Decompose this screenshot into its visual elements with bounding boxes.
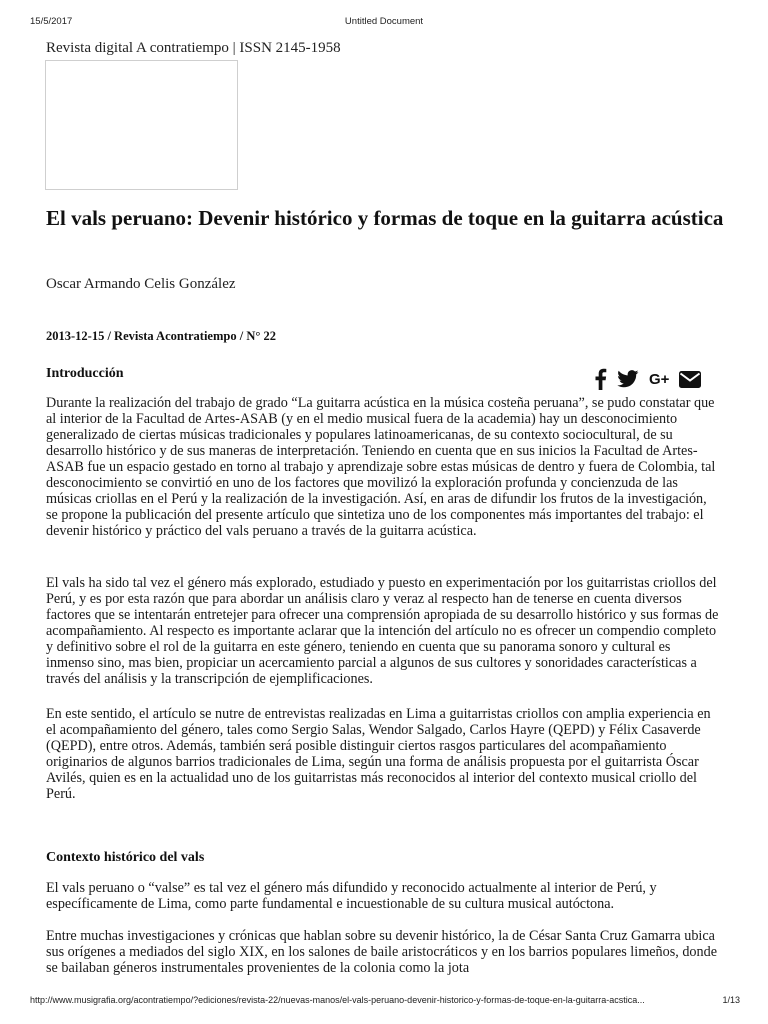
paragraph-context-1: El vals peruano o “valse” es tal vez el género más difundido y reconocido actualmente al interior de Perú, y específicamente de Lima, como parte fundamental e incuestionable de su cultura musical autóctona.: [46, 880, 657, 912]
paragraph-context-2: Entre muchas investigaciones y crónicas que hablan sobre su devenir histórico, la de César Santa Cruz Gamarra ubica sus orígenes a mediados del siglo XIX, en los salones de baile aristocráticos y en los barrios populares limeños, donde se bailaban géneros instrumentales provenientes de la colonia como la jota: [46, 928, 717, 976]
twitter-icon[interactable]: [617, 370, 639, 388]
section-heading-contexto: Contexto histórico del vals: [46, 850, 205, 865]
article-author: Oscar Armando Celis González: [46, 276, 236, 292]
print-header: [0, 16, 768, 30]
print-page-number: 1/13: [722, 995, 740, 1005]
print-url: http://www.musigrafia.org/acontratiempo/?ediciones/revista-22/nuevas-manos/el-vals-peruano-devenir-historico-y-formas-de-toque-en-la-guitarra-acstica...: [30, 995, 645, 1005]
article-title: El vals peruano: Devenir histórico y formas de toque en la guitarra acústica: [46, 206, 724, 230]
facebook-icon[interactable]: [594, 368, 607, 390]
print-document-title: Untitled Document: [344, 16, 424, 27]
print-date: 15/5/2017: [30, 16, 73, 27]
journal-issn-line: Revista digital A contratiempo | ISSN 2145-1958: [46, 40, 341, 56]
article-meta: 2013-12-15 / Revista Acontratiempo / N° 22: [46, 329, 276, 343]
paragraph-intro-3: En este sentido, el artículo se nutre de entrevistas realizadas en Lima a guitarristas criollos con amplia experiencia en el acompañamiento del género, tales como Sergio Salas, Wendor Salgado, Carlos Hayre (QEPD) y Félix Casaverde (QEPD), entre otros. Además, también será posible distinguir ciertos rasgos particulares del acompañamiento originarios de algunos barrios tradicionales de Lima, según una forma de análisis propuesta por el guitarrista Óscar Avilés, quien es en la actualidad uno de los guitarristas más reconocidos al interior del contexto musical criollo del Perú.: [46, 706, 711, 802]
print-footer: [0, 995, 768, 1009]
paragraph-intro-2: El vals ha sido tal vez el género más explorado, estudiado y puesto en experimentación por los guitarristas criollos del Perú, y es por esta razón que para abordar un análisis claro y veraz al respecto han de tenerse en cuenta diversos factores que se intentarán entretejer para ofrecer una comprensión apropiada de su desarrollo histórico y sus formas de acompañamiento. Al respecto es importante aclarar que la intención del artículo no es ofrecer un compendio completo y definitivo sobre el rol de la guitarra en este género, teniendo en cuenta que su panorama sonoro y cultural es inmenso sino, mas bien, propiciar un acercamiento parcial a algunos de sus cultores y sonoridades características a través del análisis y la transcripción de ejemplificaciones.: [46, 575, 719, 687]
share-icons: [594, 366, 701, 392]
email-icon[interactable]: [679, 371, 701, 388]
section-heading-introduccion: Introducción: [46, 366, 124, 381]
paragraph-intro-1: Durante la realización del trabajo de grado “La guitarra acústica en la música costeña peruana”, se pudo constatar que al interior de la Facultad de Artes-ASAB (y en el medio musical fuera de la academia) hay un desconocimiento generalizado de ciertas músicas tradicionales y populares latinoamericanas, de su contexto sociocultural, de su desarrollo histórico y de sus maneras de interpretación. Teniendo en cuenta que en sus inicios la Facultad de Artes-ASAB fue un espacio gestado en torno al trabajo y aprendizaje sobre estas músicas de dentro y fuera de Colombia, tal desconocimiento se convirtió en uno de los factores que movilizó la exploración profunda y concienzuda de las músicas criollas en el Perú y la realización de la investigación. Así, en aras de difundir los frutos de la investigación, se propone la publicación del presente artículo que sintetiza uno de los componentes más importantes del trabajo: el devenir histórico y práctico del vals peruano a través de la guitarra acústica.: [46, 395, 716, 539]
google-plus-icon[interactable]: G+: [649, 370, 670, 388]
article-image-placeholder: [45, 60, 238, 190]
